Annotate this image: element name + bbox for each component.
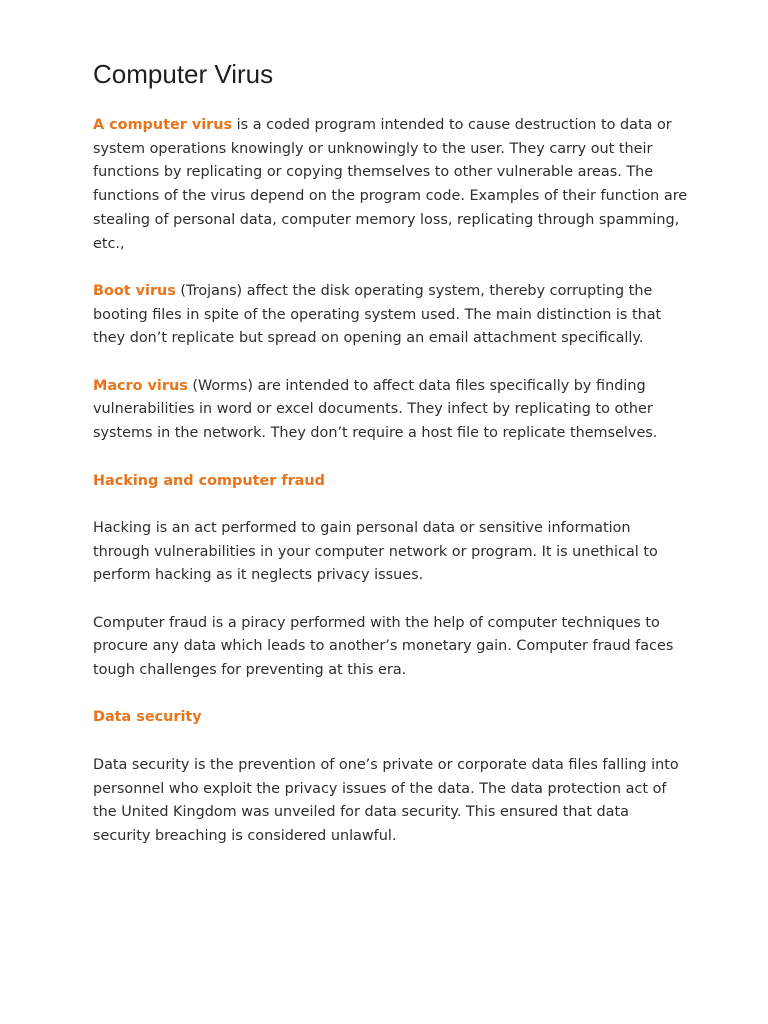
data-security-heading: Data security xyxy=(93,709,202,726)
intro-text: is a coded program intended to cause destruction to data or system operations knowingly or unknowingly to the user. They carry out their functions by replicating or copying themselves to other vulnerable areas. The functions of the virus depend on the program code. Examples of their function are stealing of personal data, computer memory loss, replicating through spamming, etc., xyxy=(93,117,688,252)
macro-virus-text: (Worms) are intended to affect data files specifically by finding vulnerabilities in word or excel documents. They infect by replicating to other systems in the network. They don’t require a host file to replicate themselves. xyxy=(93,377,658,442)
data-security-paragraph: Data security is the prevention of one’s private or corporate data files falling into personnel who exploit the privacy issues of the data. The data protection act of the United Kingdom was unveiled for data security. This ensured that data security breaching is considered unlawful. xyxy=(93,756,679,844)
fraud-paragraph: Computer fraud is a piracy performed with the help of computer techniques to procure any data which leads to another’s monetary gain. Computer fraud faces tough challenges for preventing at this era. xyxy=(93,614,674,679)
boot-virus-text: (Trojans) affect the disk operating system, thereby corrupting the booting files in spite of the operating system used. The main distinction is that they don’t replicate but spread on opening an email attachment specifically. xyxy=(93,282,662,347)
boot-virus-keyword: Boot virus xyxy=(93,282,176,299)
macro-virus-keyword: Macro virus xyxy=(93,377,188,394)
hacking-paragraph: Hacking is an act performed to gain personal data or sensitive information through vulnerabilities in your computer network or program. It is unethical to perform hacking as it neglects privacy issues. xyxy=(93,519,658,584)
intro-paragraph xyxy=(93,114,688,256)
hacking-heading: Hacking and computer fraud xyxy=(93,472,325,489)
page-title: Computer Virus xyxy=(93,59,274,89)
intro-keyword: A computer virus xyxy=(93,117,233,133)
macro-virus-paragraph xyxy=(93,375,688,446)
boot-virus-paragraph xyxy=(93,280,688,351)
